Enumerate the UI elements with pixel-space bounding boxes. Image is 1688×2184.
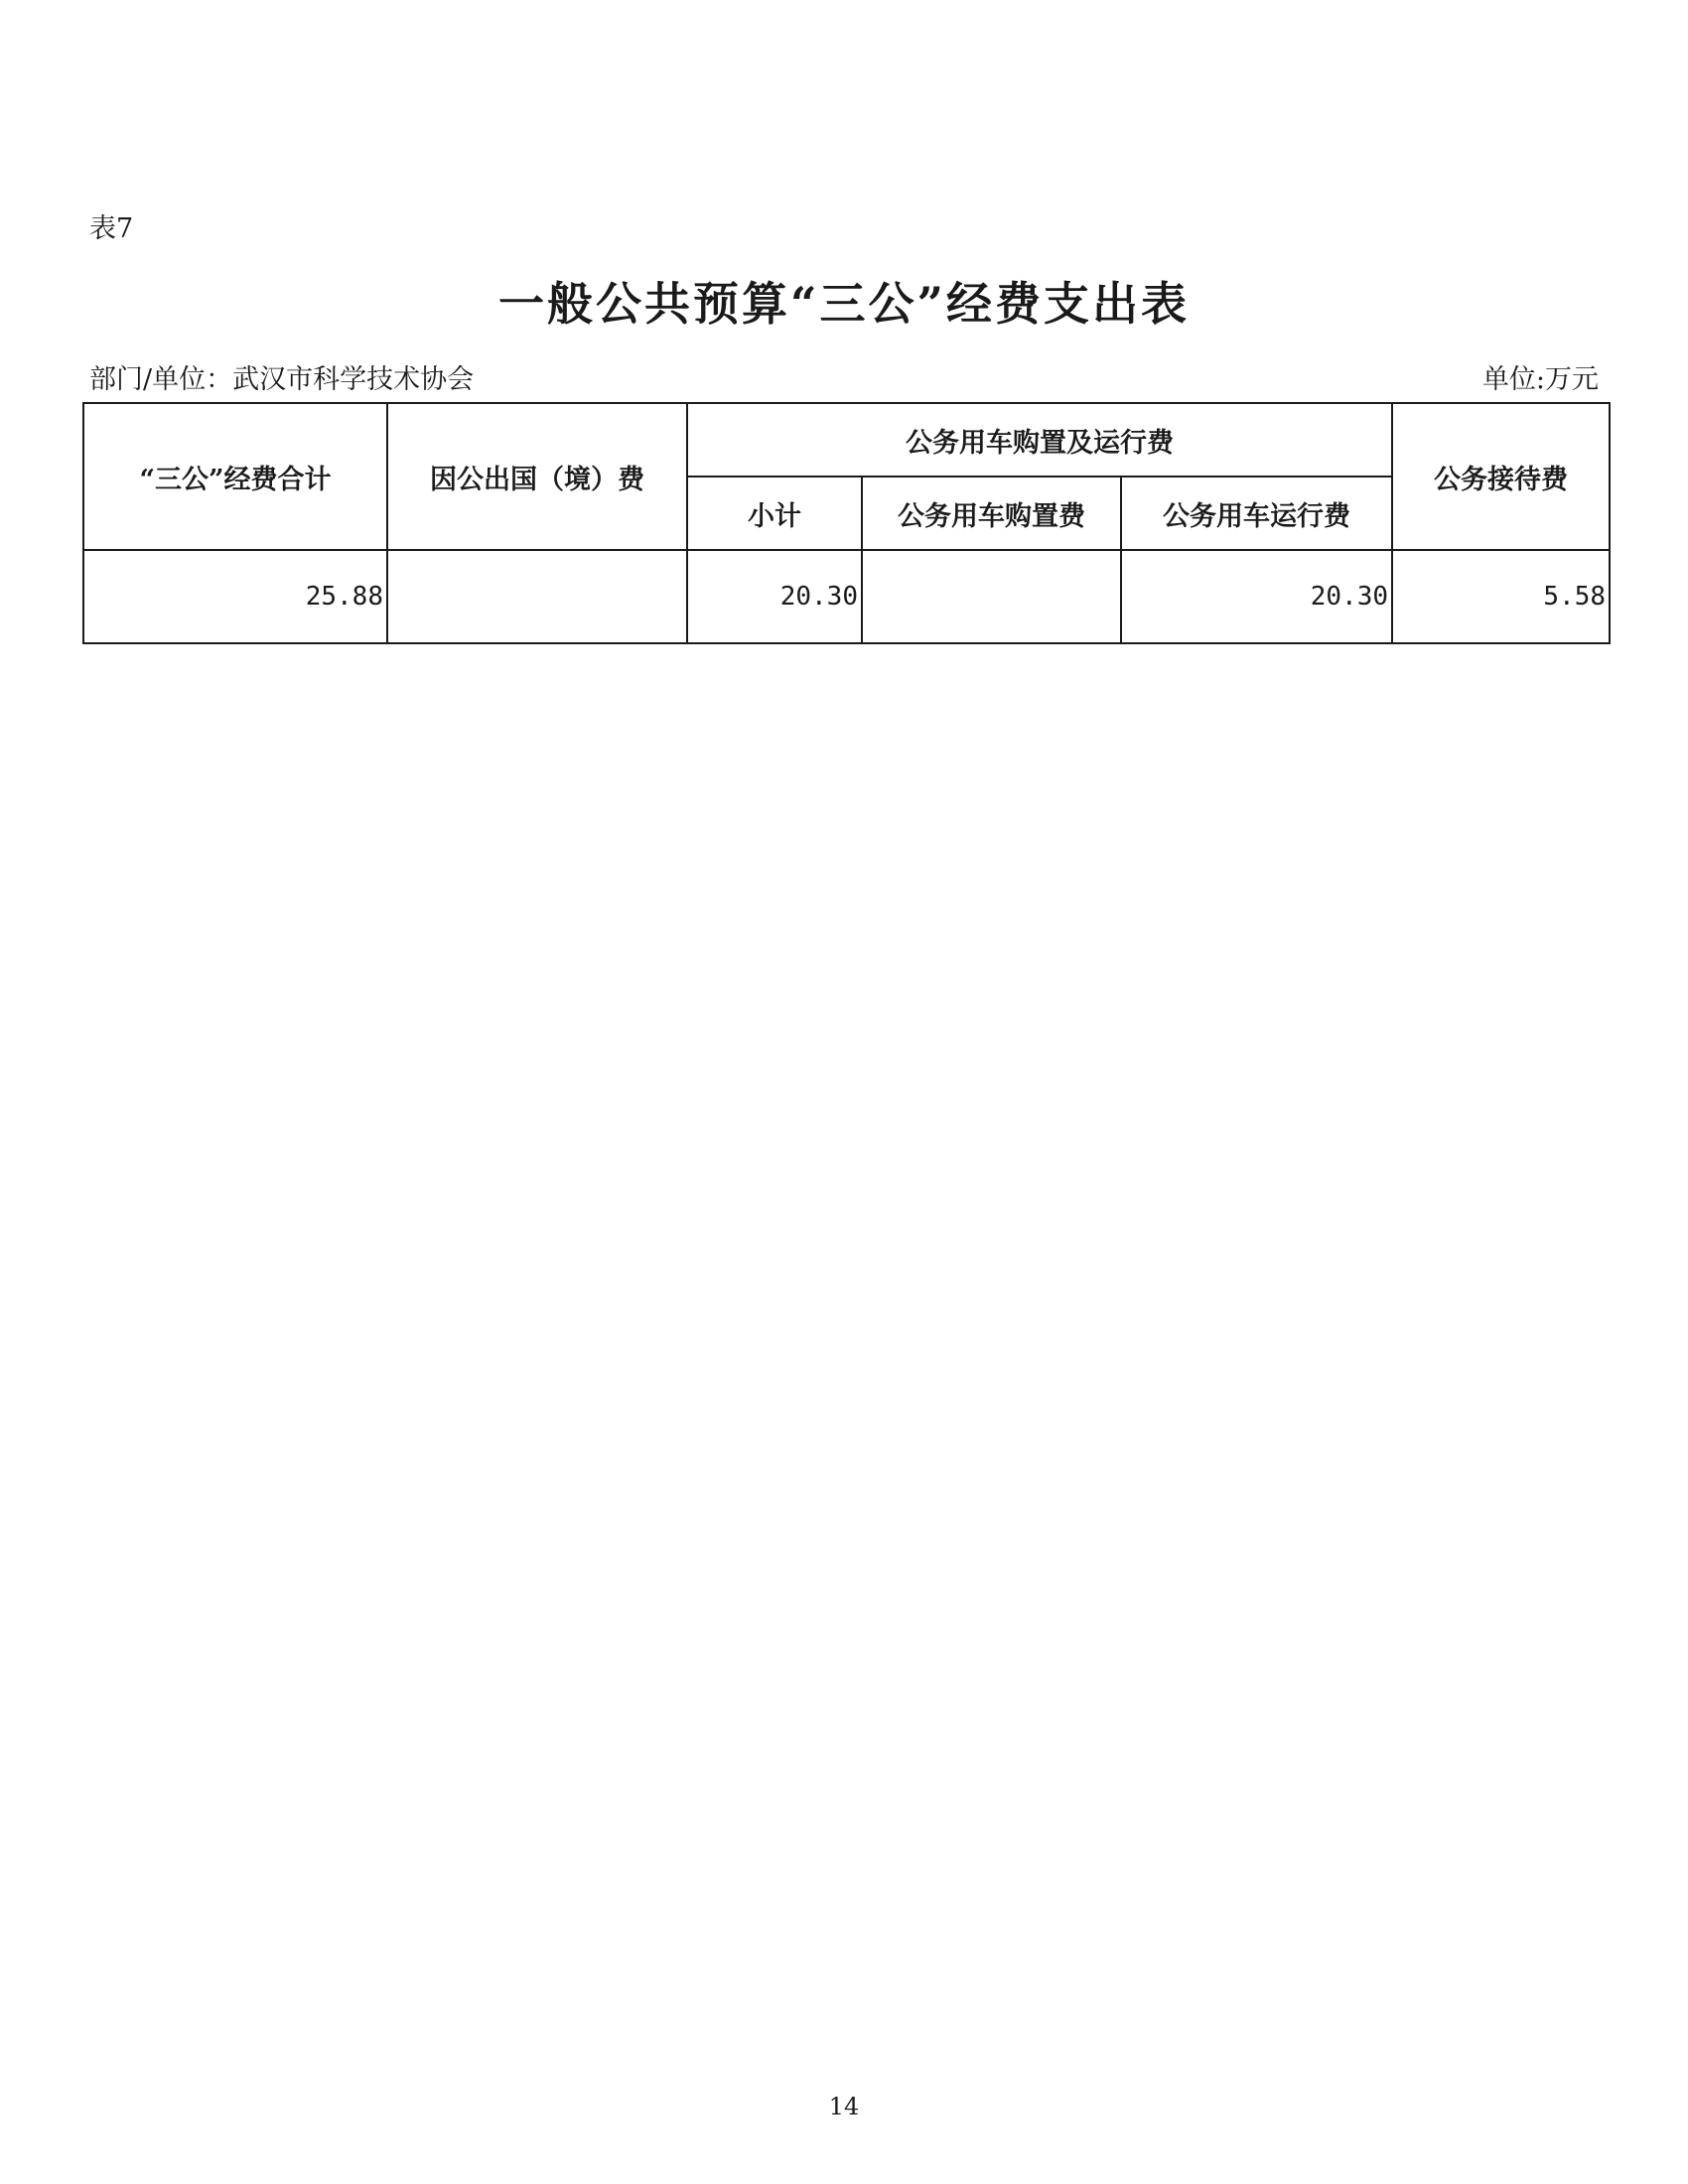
three-public-expenses-table bbox=[82, 402, 1611, 644]
cell-reception: 5.58 bbox=[1392, 550, 1610, 643]
header-row-1 bbox=[83, 403, 1610, 477]
header-abroad: 因公出国（境）费 bbox=[387, 403, 687, 550]
header-vehicle-purchase: 公务用车购置费 bbox=[862, 477, 1121, 550]
cell-abroad bbox=[387, 550, 687, 643]
header-vehicle-group: 公务用车购置及运行费 bbox=[687, 403, 1392, 477]
table-row bbox=[83, 550, 1610, 643]
cell-total: 25.88 bbox=[83, 550, 387, 643]
header-total: “三公”经费合计 bbox=[83, 403, 387, 550]
header-vehicle-operation: 公务用车运行费 bbox=[1121, 477, 1392, 550]
cell-vehicle-purchase bbox=[862, 550, 1121, 643]
document-title: 一般公共预算“三公”经费支出表 bbox=[498, 277, 1190, 331]
cell-vehicle-operation: 20.30 bbox=[1121, 550, 1392, 643]
unit-label: 单位:万元 bbox=[1481, 364, 1599, 395]
page-number: 14 bbox=[828, 2093, 860, 2120]
cell-subtotal: 20.30 bbox=[687, 550, 862, 643]
header-subtotal: 小计 bbox=[687, 477, 862, 550]
department-label: 部门/单位：武汉市科学技术协会 bbox=[89, 364, 475, 395]
header-reception: 公务接待费 bbox=[1392, 403, 1610, 550]
table-number: 表7 bbox=[89, 213, 134, 244]
